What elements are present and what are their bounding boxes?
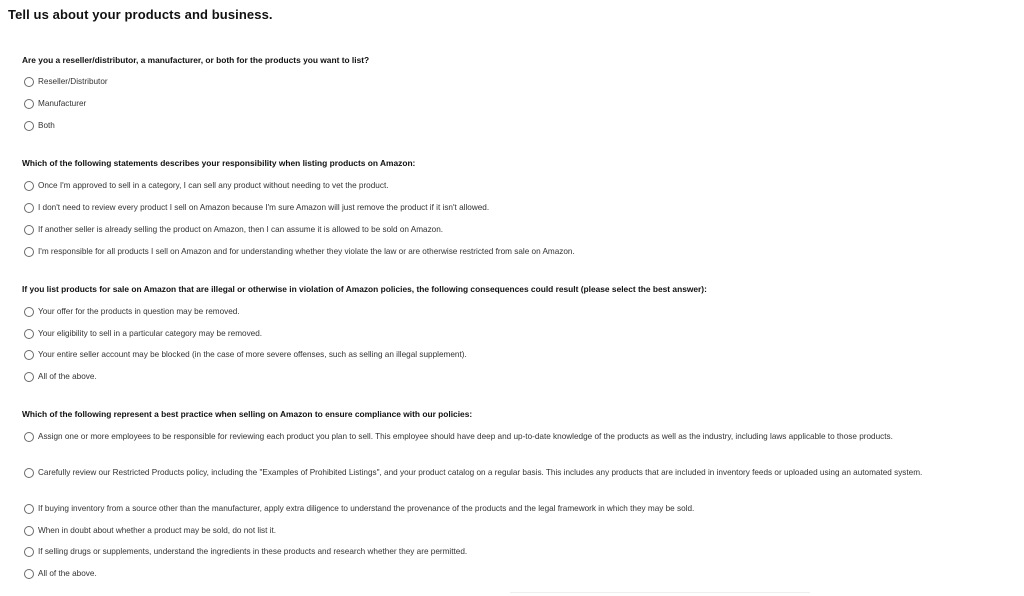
option-best-practice-6[interactable] (24, 567, 984, 582)
option-consequences-4[interactable] (24, 370, 984, 385)
radio-button[interactable] (24, 329, 34, 339)
option-reseller-distributor[interactable] (24, 75, 984, 90)
option-best-practice-4[interactable] (24, 524, 984, 539)
radio-button[interactable] (24, 225, 34, 235)
option-label: Assign one or more employees to be responsible for reviewing each product you plan to sell. This employee should have deep and up-to-date knowledge of the products as well as the industry, including laws applicable to those products. (38, 432, 893, 441)
radio-button[interactable] (24, 203, 34, 213)
option-label: Your eligibility to sell in a particular category may be removed. (38, 329, 263, 338)
option-label: All of the above. (38, 569, 97, 578)
option-consequences-2[interactable] (24, 327, 984, 342)
radio-button[interactable] (24, 350, 34, 360)
radio-button[interactable] (24, 247, 34, 257)
option-label: When in doubt about whether a product may be sold, do not list it. (38, 526, 277, 535)
radio-button[interactable] (24, 504, 34, 514)
option-label: Once I'm approved to sell in a category, I can sell any product without needing to vet the product. (38, 181, 389, 190)
option-responsibility-2[interactable] (24, 201, 984, 216)
radio-button[interactable] (24, 468, 34, 478)
question-consequences: If you list products for sale on Amazon that are illegal or otherwise in violation of Amazon policies, the following consequences could result (please select the best answer): (22, 284, 707, 294)
option-responsibility-1[interactable] (24, 179, 984, 194)
option-responsibility-3[interactable] (24, 223, 984, 238)
option-responsibility-4[interactable] (24, 245, 984, 260)
option-best-practice-2[interactable] (24, 466, 984, 481)
option-label: I'm responsible for all products I sell on Amazon and for understanding whether they violate the law or are otherwise restricted from sale on Amazon. (38, 247, 575, 256)
option-label: Reseller/Distributor (38, 77, 108, 86)
question-responsibility: Which of the following statements describes your responsibility when listing products on Amazon: (22, 158, 416, 168)
option-label: If selling drugs or supplements, understand the ingredients in these products and research whether they are permitted. (38, 547, 468, 556)
radio-button[interactable] (24, 569, 34, 579)
option-both[interactable] (24, 119, 984, 134)
option-label: All of the above. (38, 372, 97, 381)
option-label: Both (38, 121, 55, 130)
option-label: If another seller is already selling the product on Amazon, then I can assume it is allowed to be sold on Amazon. (38, 225, 444, 234)
option-manufacturer[interactable] (24, 97, 984, 112)
option-label: Your offer for the products in question may be removed. (38, 307, 240, 316)
radio-button[interactable] (24, 432, 34, 442)
radio-button[interactable] (24, 99, 34, 109)
question-best-practice: Which of the following represent a best practice when selling on Amazon to ensure compliance with our policies: (22, 409, 473, 419)
radio-button[interactable] (24, 307, 34, 317)
radio-button[interactable] (24, 526, 34, 536)
radio-button[interactable] (24, 547, 34, 557)
radio-button[interactable] (24, 121, 34, 131)
option-label: Carefully review our Restricted Products policy, including the "Examples of Prohibited Listings", and your product catalog on a regular basis. This includes any products that are included in inventory feeds or uploaded using an automated system. (38, 468, 923, 477)
option-consequences-3[interactable] (24, 348, 984, 363)
option-label: Your entire seller account may be blocked (in the case of more severe offenses, such as selling an illegal supplement). (38, 350, 467, 359)
option-label: If buying inventory from a source other than the manufacturer, apply extra diligence to understand the provenance of the products and the legal framework in which they may be sold. (38, 504, 695, 513)
question-reseller-type: Are you a reseller/distributor, a manufacturer, or both for the products you want to list? (22, 55, 370, 65)
option-consequences-1[interactable] (24, 305, 984, 320)
option-label: I don't need to review every product I sell on Amazon because I'm sure Amazon will just remove the product if it isn't allowed. (38, 203, 490, 212)
radio-button[interactable] (24, 181, 34, 191)
option-best-practice-1[interactable] (24, 430, 984, 445)
radio-button[interactable] (24, 77, 34, 87)
option-best-practice-3[interactable] (24, 502, 984, 517)
option-best-practice-5[interactable] (24, 545, 984, 560)
radio-button[interactable] (24, 372, 34, 382)
divider (510, 592, 810, 593)
option-label: Manufacturer (38, 99, 87, 108)
page-title: Tell us about your products and business. (8, 7, 273, 22)
